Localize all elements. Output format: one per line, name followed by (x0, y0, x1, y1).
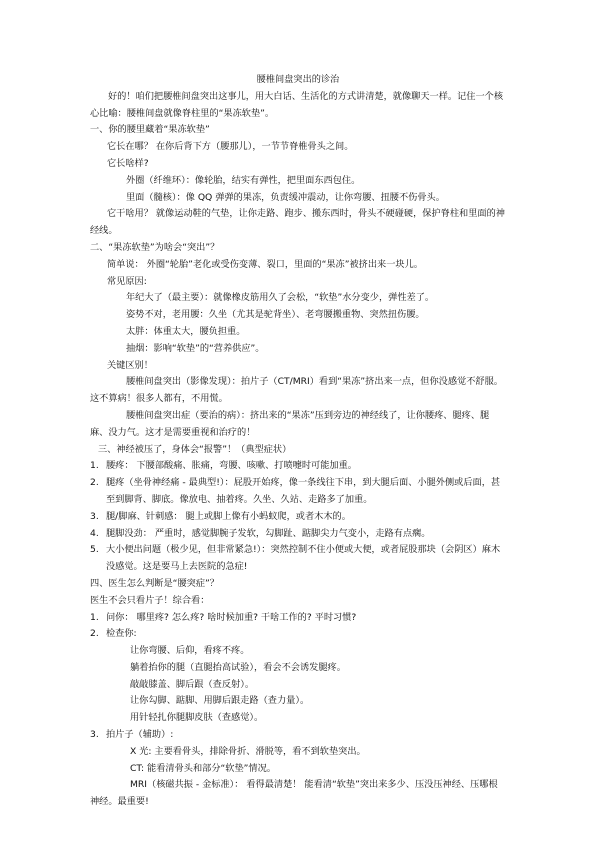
symptom-number: 5. (90, 544, 99, 556)
check-item: 用针轻扎你腿脚皮肤（查感觉）。 (130, 712, 264, 724)
section-4-heading: 四、医生怎么判断是“腰突症”？ (90, 577, 219, 589)
imaging-ct: CT: 能看清骨头和部分“软垫”情况。 (130, 762, 276, 774)
s2-cause-item: 抽烟：影响“软垫”的“营养供应”。 (126, 342, 265, 354)
diagnosis-step (90, 626, 506, 643)
s1-outer: 外圈（纤维环）：像轮胎，结实有弹性，把里面东西包住。 (126, 174, 361, 186)
symptom-text: 大小便出问题（极少见，但非常紧急!）：突然控制不住小便或大便，或者屁股那块（会阴区）麻木没感觉。这是要马上去医院的急症! (106, 544, 501, 573)
symptom-item (90, 526, 506, 543)
s1-use: 它干啥用？ 就像运动鞋的气垫，让你走路、跑步、搬东西时，骨头不硬碰硬，保护脊柱和里面的神经线。 (90, 208, 505, 237)
step-ask: 问你： 哪里疼? 怎么疼? 啥时候加重? 干啥工作的? 平时习惯? (106, 611, 357, 623)
step-number: 2. (90, 628, 99, 640)
s2-cause-item: 姿势不对，老用腰：久坐（尤其是驼背坐）、老弯腰搬重物、突然扭伤腰。 (126, 309, 425, 321)
imaging-mri: MRI（核磁共振 - 金标准）： 看得最清楚！ 能看清“软垫”突出来多少、压没压神经、压哪根神经。最重要! (90, 779, 498, 808)
s2-causes-label: 常见原因: (107, 275, 147, 287)
s2-simple: 简单说： 外圈“轮胎”老化或受伤变薄、裂口，里面的“果冻”被挤出来一块儿。 (107, 258, 423, 270)
s4-lead: 医生不会只看片子！综合看： (90, 594, 210, 606)
s1-looks-label: 它长啥样? (107, 157, 149, 169)
s2-cause-item: 年纪大了（最主要）：就像橡皮筋用久了会松，“软垫”水分变少，弹性差了。 (126, 292, 435, 304)
symptom-number: 3. (90, 510, 99, 522)
document-page (90, 72, 506, 811)
symptom-item (90, 458, 506, 475)
s2-key-2: 腰椎间盘突出症（要治的病）：挤出来的“果冻”压到旁边的神经线了，让你腰疼、腿疼、腿麻、没力气。这才是需要重视和治疗的！ (90, 409, 490, 438)
step-number: 3. (90, 729, 99, 741)
symptom-item (90, 475, 506, 509)
intro-paragraph: 好的！咱们把腰椎间盘突出这事儿，用大白话、生活化的方式讲清楚，就像聊天一样。记住一个核心比喻：腰椎间盘就像脊柱里的“果冻软垫”。 (90, 90, 504, 119)
check-item: 让你弯腰、后仰，看疼不疼。 (130, 645, 250, 657)
symptom-text: 腰疼： 下腰部酸痛、胀痛，弯腰、咳嗽、打喷嚏时可能加重。 (106, 460, 357, 472)
step-number: 1. (90, 611, 99, 623)
symptom-number: 4. (90, 527, 99, 539)
symptom-number: 2. (90, 477, 99, 489)
check-item: 躺着抬你的腿（直腿抬高试验），看会不会诱发腿疼。 (130, 661, 346, 673)
s2-key-label: 关键区别！ (107, 359, 153, 371)
section-2-heading: 二、“果冻软垫”为啥会“突出”？ (90, 241, 220, 253)
diagnosis-step (90, 727, 506, 744)
s2-cause-item: 太胖：体重太大，腰负担重。 (126, 325, 246, 337)
step-film: 拍片子（辅助）: (106, 729, 174, 741)
section-1-heading: 一、你的腰里藏着“果冻软垫” (90, 124, 210, 136)
symptom-text: 腿疼（坐骨神经痛 - 最典型!）：屁股开始疼，像一条线往下串，到大腿后面、小腿外侧或后面，甚至到脚背、脚底。像放电、抽着疼。久坐、久站、走路多了加重。 (106, 477, 501, 505)
check-item: 让你勾脚、踮脚、用脚后跟走路（查力量）。 (130, 695, 310, 707)
diagnosis-step (90, 610, 506, 627)
step-check: 检查你: (106, 628, 137, 640)
s2-key-1: 腰椎间盘突出（影像发现）：拍片子（CT/MRI）看到“果冻”挤出来一点，但你没感觉不舒服。这不算病！很多人都有，不用慌。 (90, 376, 503, 405)
symptom-text: 腿脚没劲： 严重时，感觉脚腕子发软，勾脚趾、踮脚尖力气变小，走路有点瘸。 (106, 527, 431, 539)
symptom-item (90, 542, 506, 576)
symptom-number: 1. (90, 460, 99, 472)
document-title: 腰椎间盘突出的诊治 (256, 74, 340, 85)
check-item: 敲敲膝盖、脚后跟（查反射）。 (130, 678, 255, 690)
symptom-text: 腿/脚麻、针刺感： 腿上或脚上像有小蚂蚁爬，或者木木的。 (106, 510, 351, 522)
s1-where: 它长在哪？ 在你后背下方（腰那儿），一节节脊椎骨头之间。 (107, 141, 354, 153)
symptom-item (90, 509, 506, 526)
section-3-heading: 三、神经被压了，身体会“报警”！（典型症状） (98, 443, 292, 455)
imaging-xray: X 光: 主要看骨头，排除骨折、滑脱等，看不到软垫突出。 (130, 745, 366, 757)
s1-inner: 里面（髓核）：像 QQ 弹弹的果冻，负责缓冲震动，让你弯腰、扭腰不伤骨头。 (126, 191, 445, 203)
